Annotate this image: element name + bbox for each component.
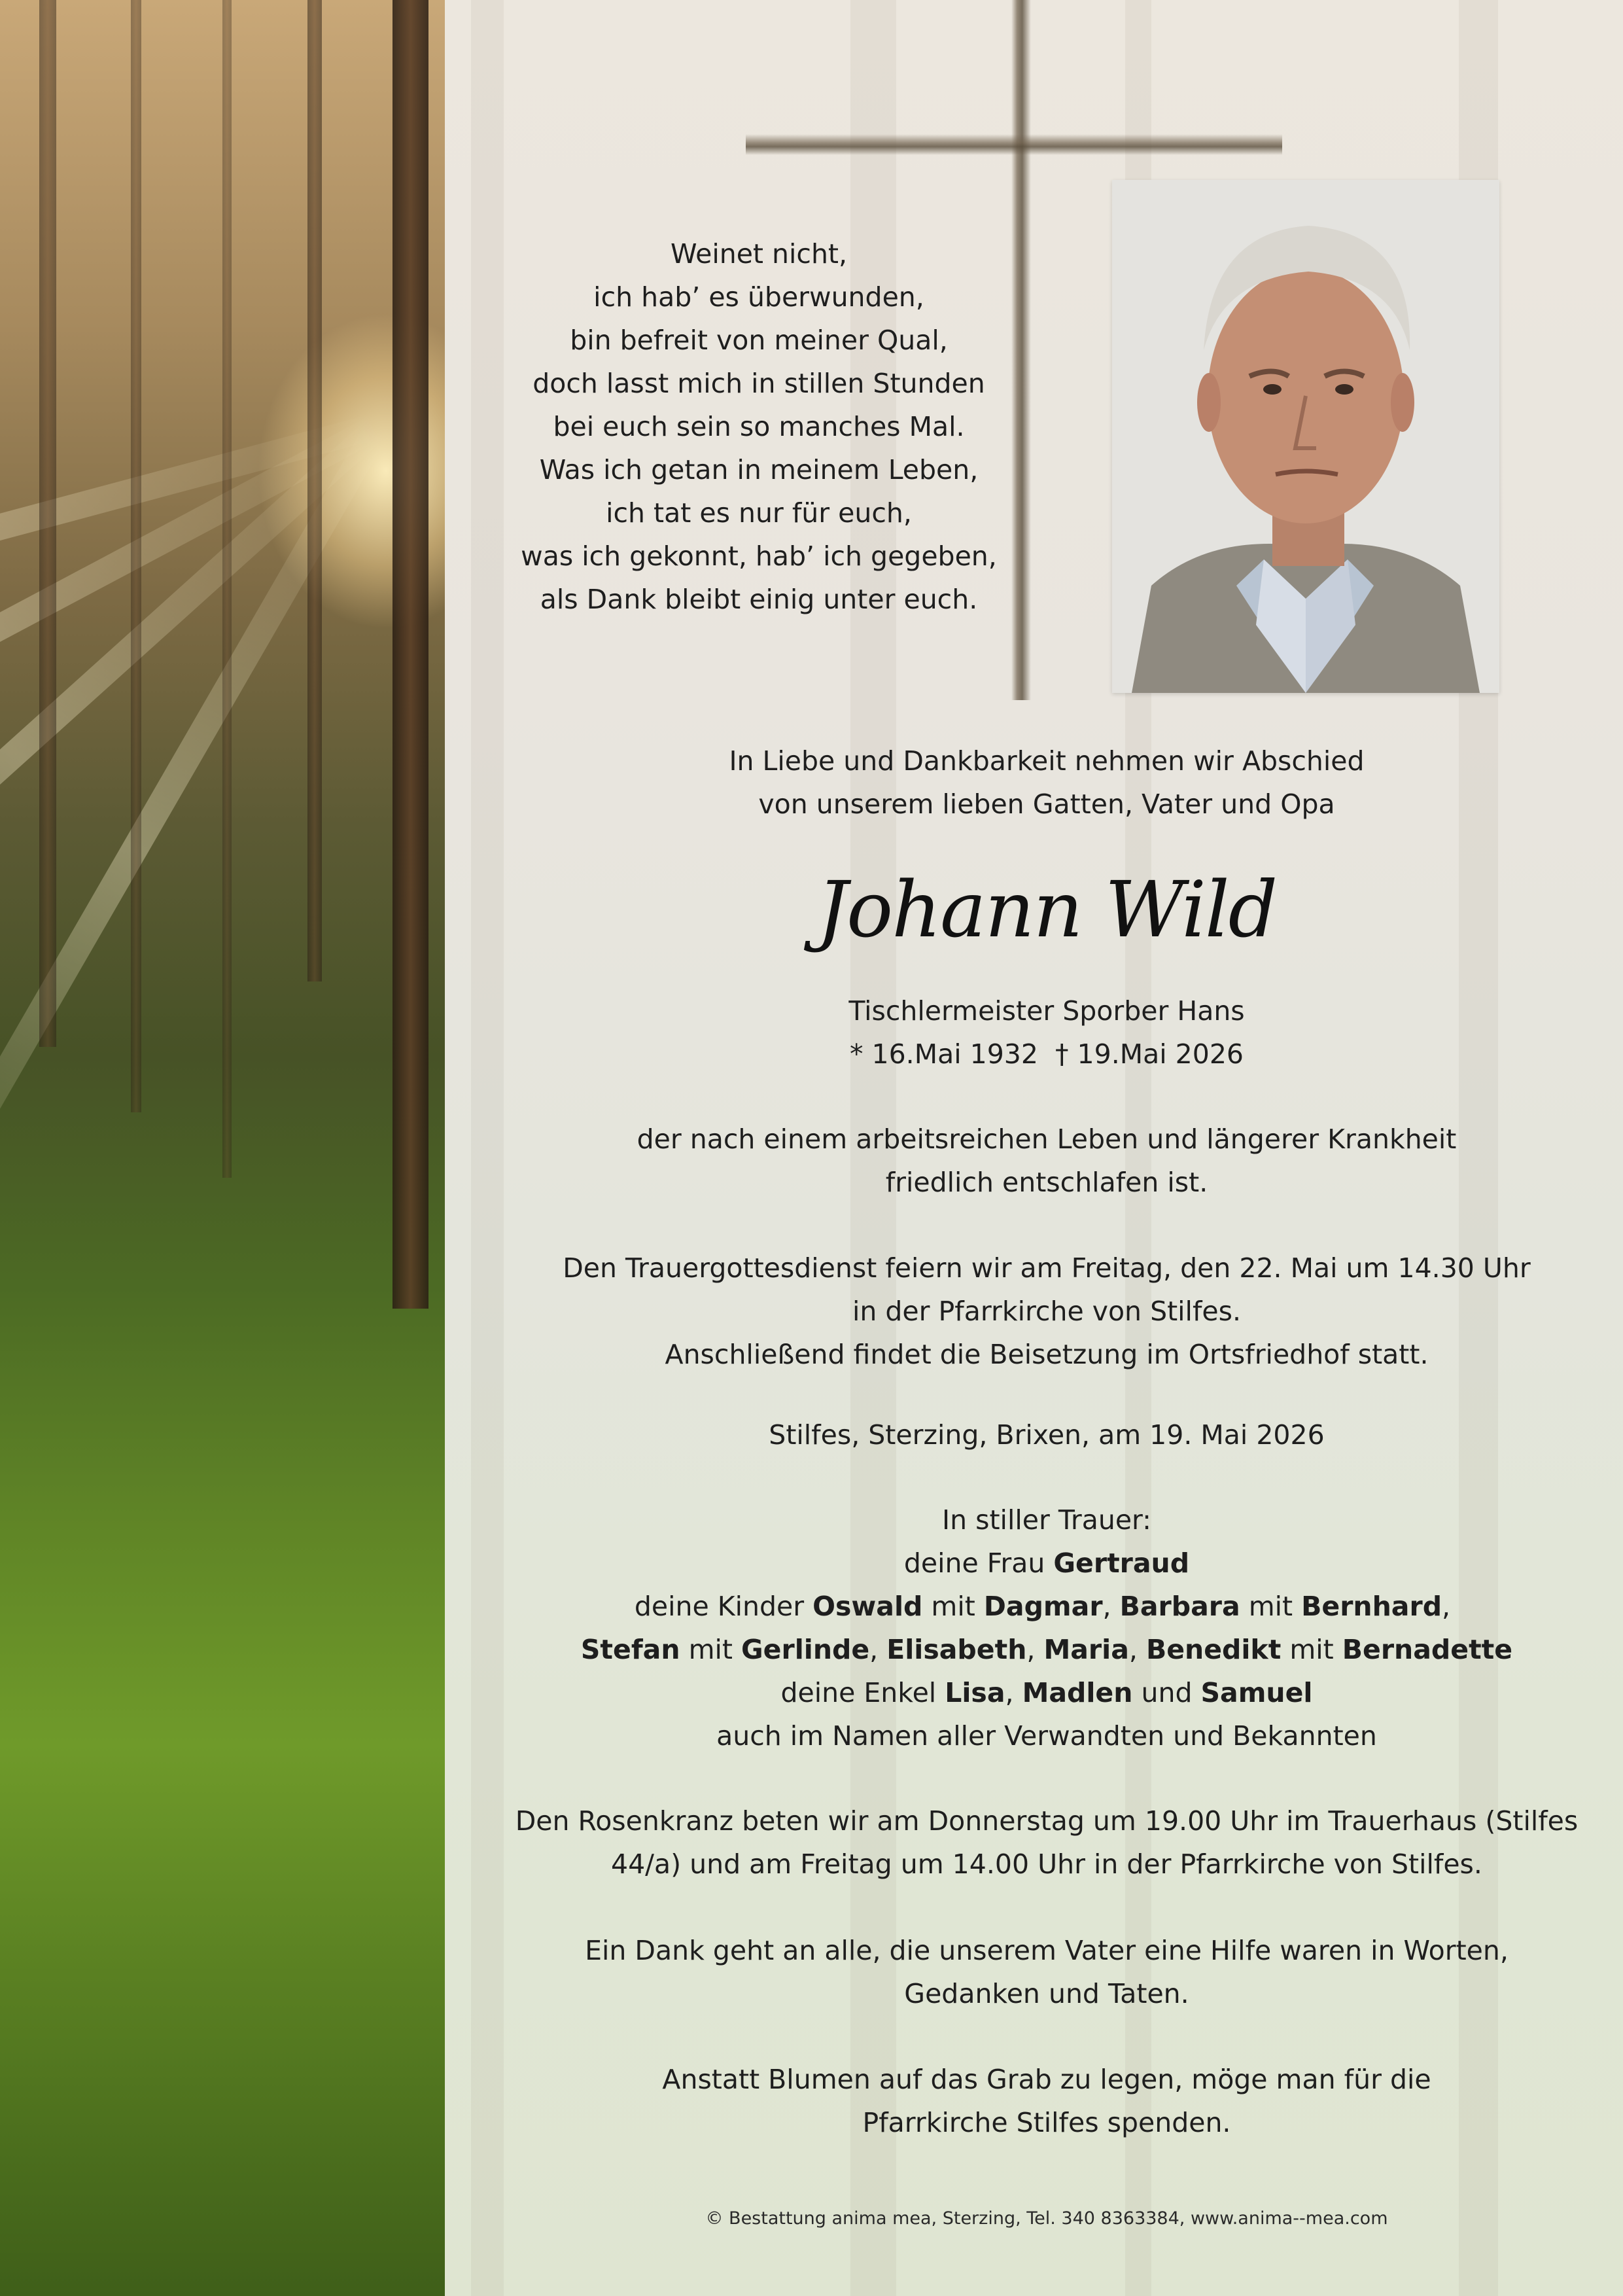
separator: ,: [1128, 1634, 1146, 1665]
child-name: Elisabeth: [886, 1634, 1027, 1665]
poem: [484, 232, 1034, 621]
poem-line: ich tat es nur für euch,: [606, 497, 912, 529]
child-name: Barbara: [1119, 1591, 1240, 1622]
with-word: mit: [1281, 1634, 1342, 1665]
poem-line: was ich gekonnt, hab’ ich gegeben,: [521, 540, 997, 572]
poem-line: ich hab’ es überwunden,: [593, 281, 924, 313]
children-line-1: [523, 1585, 1570, 1628]
funeral-service: [517, 1246, 1577, 1376]
poem-line: bin befreit von meiner Qual,: [570, 325, 948, 356]
wife-line: [523, 1542, 1570, 1585]
footer-credit: © Bestattung anima mea, Sterzing, Tel. 340 8363384, www.anima--mea.com: [705, 2208, 1388, 2229]
intro-line: In Liebe und Dankbarkeit nehmen wir Abschied: [729, 745, 1365, 777]
mourners: [523, 1498, 1570, 1757]
child-name: Oswald: [812, 1591, 923, 1622]
deceased-info: [680, 989, 1413, 1076]
with-word: mit: [922, 1591, 984, 1622]
partner-name: Bernadette: [1342, 1634, 1513, 1665]
separator: ,: [1005, 1677, 1022, 1708]
mourners-heading: In stiller Trauer:: [942, 1504, 1151, 1536]
wife-prefix: deine Frau: [903, 1547, 1054, 1579]
rosary-info: [510, 1799, 1583, 1886]
intro-text: [680, 739, 1413, 826]
portrait-photo: [1112, 180, 1499, 693]
and-word: und: [1132, 1677, 1201, 1708]
thanks-text: [523, 1929, 1570, 2015]
rosary-line: 44/a) und am Freitag um 14.00 Uhr in der Pfarrkirche von Stilfes.: [611, 1848, 1482, 1880]
grandchild-name: Samuel: [1200, 1677, 1313, 1708]
poem-line: doch lasst mich in stillen Stunden: [532, 368, 985, 399]
death-phrase: [589, 1118, 1505, 1204]
deceased-title: Tischlermeister Sporber Hans: [848, 995, 1245, 1027]
poem-line: Was ich getan in meinem Leben,: [539, 454, 979, 486]
thanks-line: Gedanken und Taten.: [904, 1978, 1189, 2009]
with-word: mit: [1240, 1591, 1302, 1622]
thanks-line: Ein Dank geht an alle, die unserem Vater eine Hilfe waren in Worten,: [585, 1935, 1509, 1966]
child-name: Stefan: [580, 1634, 680, 1665]
grandchildren-prefix: deine Enkel: [780, 1677, 945, 1708]
separator: ,: [1102, 1591, 1120, 1622]
rosary-line: Den Rosenkranz beten wir am Donnerstag um 19.00 Uhr im Trauerhaus (Stilfes: [515, 1805, 1579, 1837]
donation-note: [523, 2058, 1570, 2144]
poem-line: als Dank bleibt einig unter euch.: [540, 584, 978, 615]
separator: ,: [869, 1634, 887, 1665]
service-line: Den Trauergottesdienst feiern wir am Freitag, den 22. Mai um 14.30 Uhr: [563, 1252, 1531, 1284]
children-prefix: deine Kinder: [634, 1591, 813, 1622]
donation-line: Anstatt Blumen auf das Grab zu legen, möge man für die: [662, 2064, 1431, 2095]
donation-line: Pfarrkirche Stilfes spenden.: [862, 2107, 1231, 2138]
with-word: mit: [680, 1634, 742, 1665]
partner-name: Gerlinde: [741, 1634, 870, 1665]
poem-line: bei euch sein so manches Mal.: [553, 411, 965, 442]
deceased-name: Johann Wild: [816, 864, 1277, 955]
grandchild-name: Lisa: [945, 1677, 1005, 1708]
mourners-closing: auch im Namen aller Verwandten und Bekannten: [716, 1720, 1377, 1752]
poem-line: Weinet nicht,: [670, 238, 848, 270]
child-name: Maria: [1043, 1634, 1129, 1665]
separator: ,: [1026, 1634, 1044, 1665]
partner-name: Bernhard: [1301, 1591, 1442, 1622]
separator: ,: [1442, 1591, 1459, 1622]
forest-photo: [0, 0, 445, 2296]
intro-line: von unserem lieben Gatten, Vater und Opa: [758, 788, 1335, 820]
phrase-line: friedlich entschlafen ist.: [885, 1167, 1208, 1198]
cross-horizontal: [746, 134, 1282, 155]
wife-name: Gertraud: [1053, 1547, 1190, 1579]
service-line: in der Pfarrkirche von Stilfes.: [852, 1296, 1241, 1327]
grandchild-name: Madlen: [1022, 1677, 1133, 1708]
child-name: Benedikt: [1145, 1634, 1282, 1665]
place-date: Stilfes, Sterzing, Brixen, am 19. Mai 2026: [769, 1419, 1325, 1451]
service-line: Anschließend findet die Beisetzung im Ortsfriedhof statt.: [665, 1339, 1429, 1370]
phrase-line: der nach einem arbeitsreichen Leben und längerer Krankheit: [637, 1123, 1457, 1155]
children-line-2: [523, 1628, 1570, 1671]
partner-name: Dagmar: [983, 1591, 1103, 1622]
grandchildren-line: [523, 1671, 1570, 1714]
life-dates: * 16.Mai 1932 † 19.Mai 2026: [849, 1038, 1244, 1070]
